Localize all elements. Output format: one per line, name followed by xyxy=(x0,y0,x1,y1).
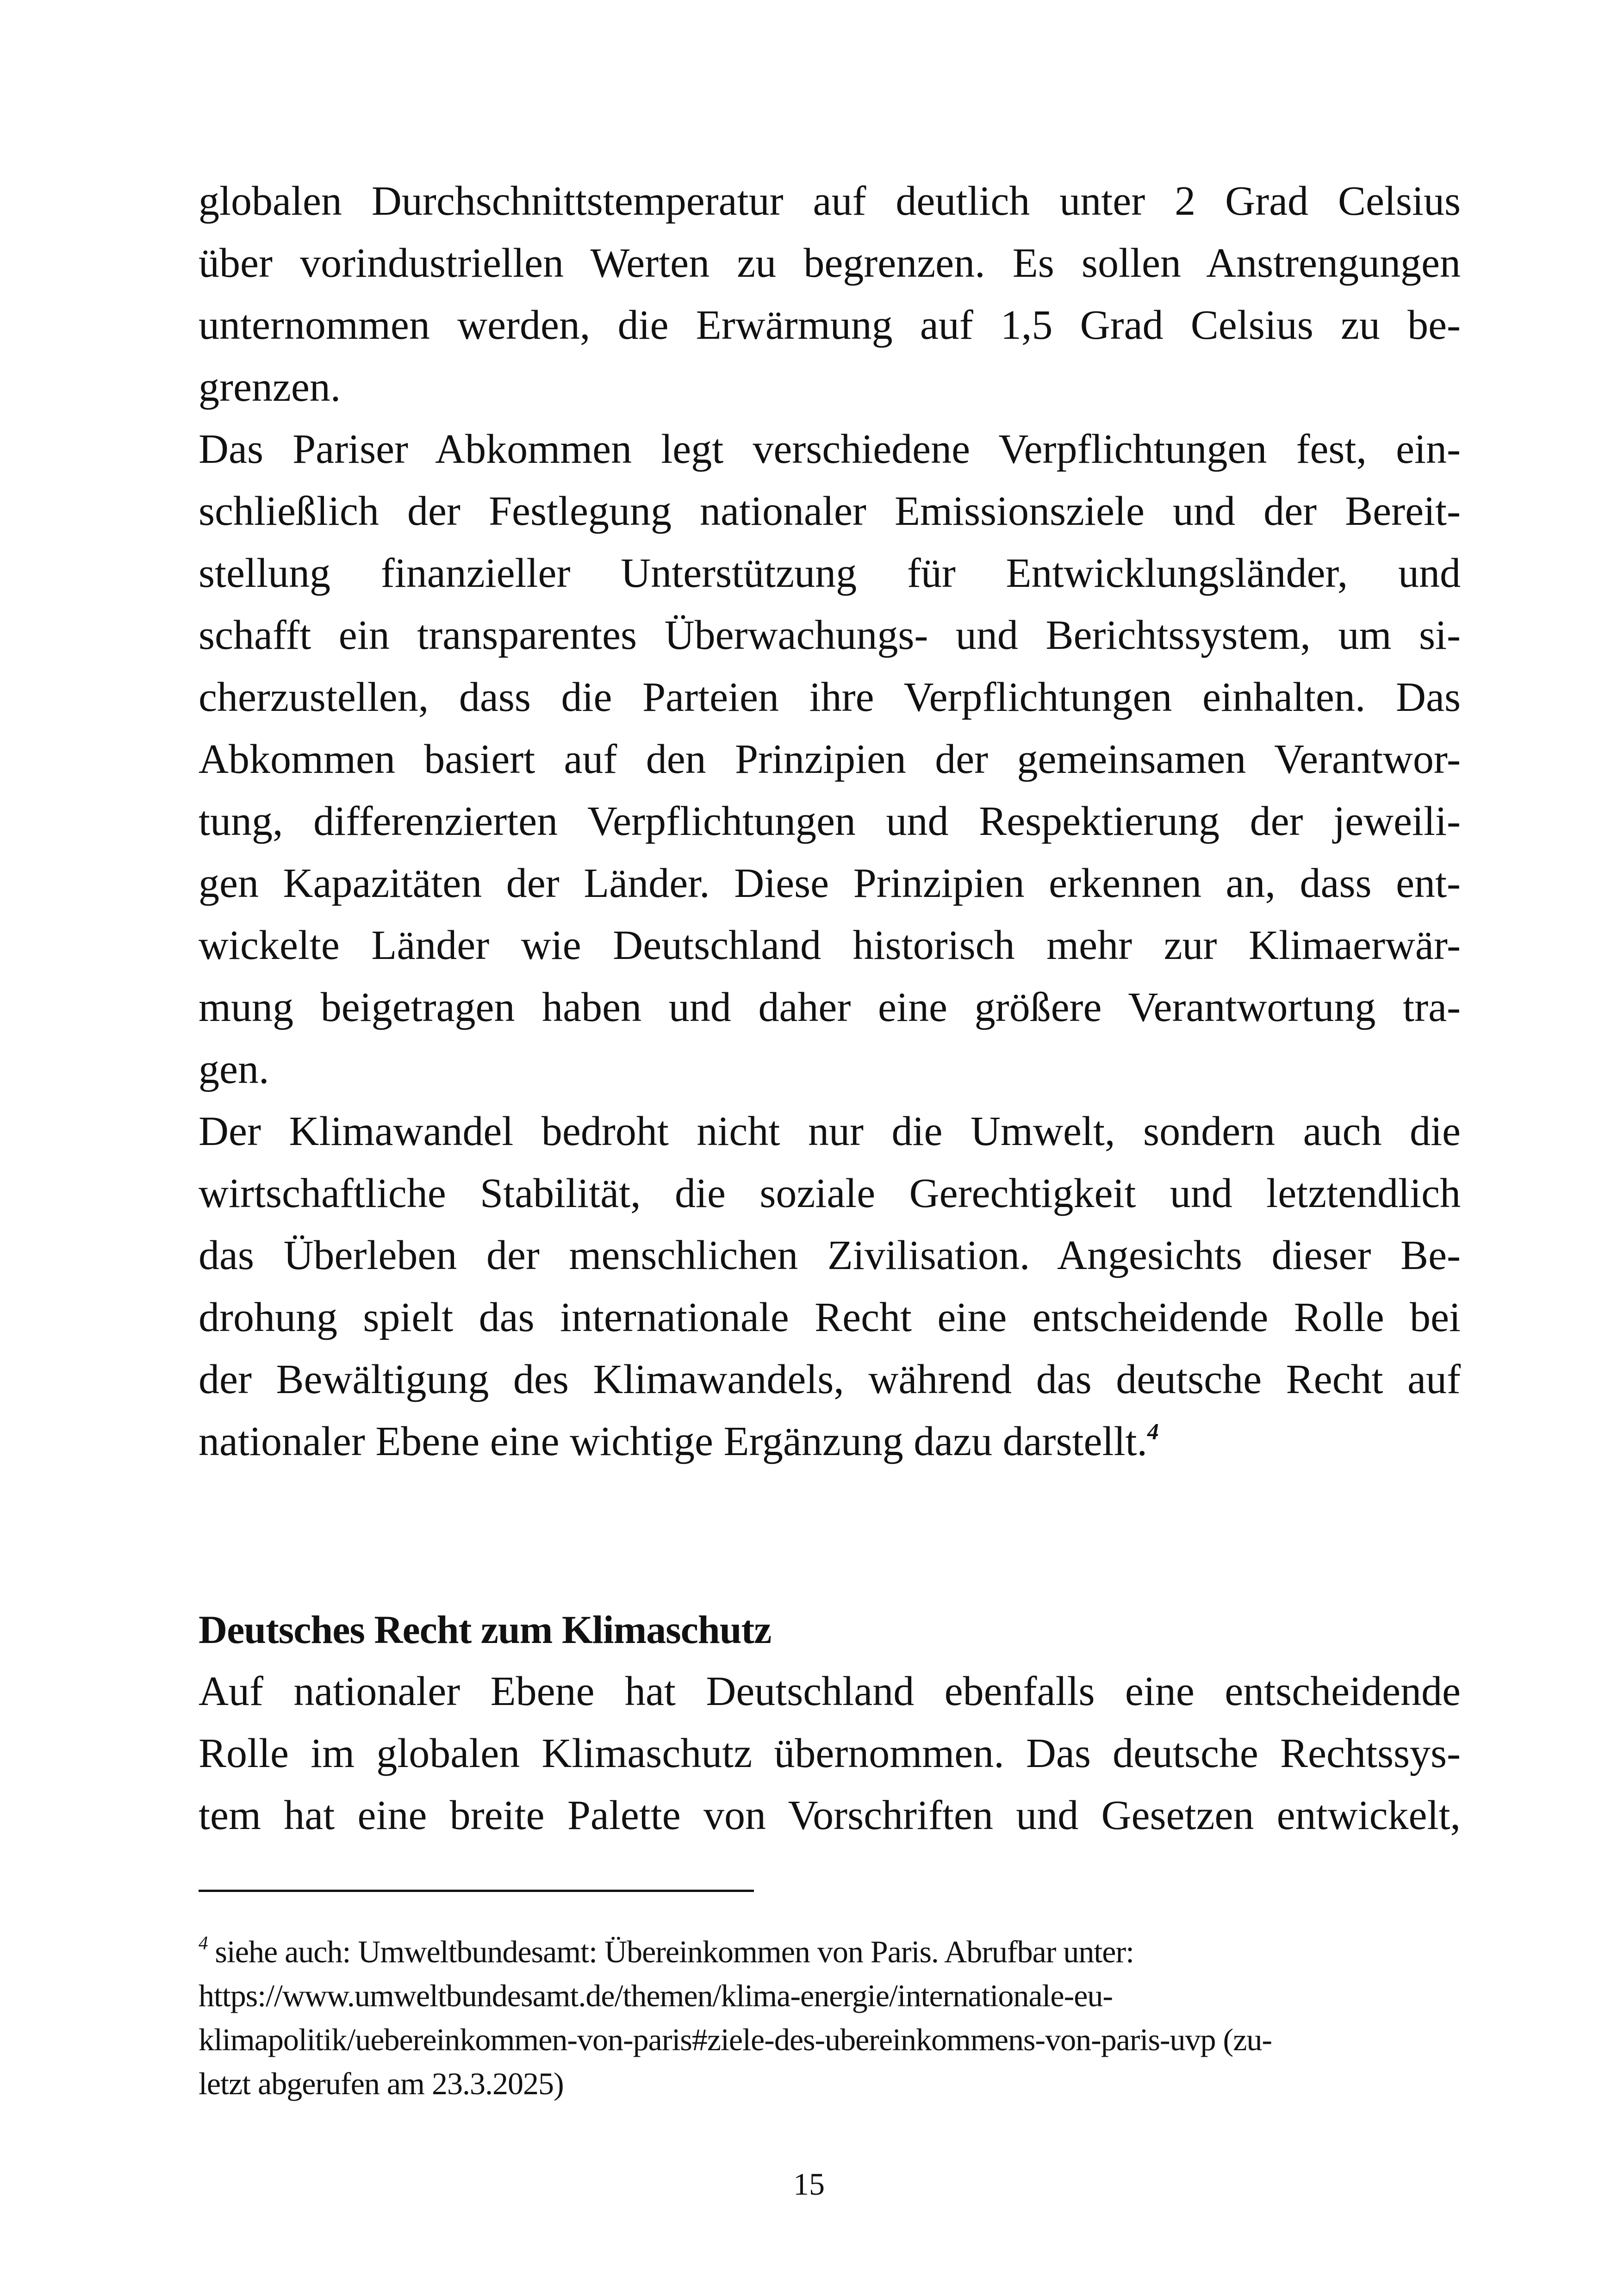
footnote xyxy=(199,1930,1461,2106)
text-line: stellung finanzieller Unterstützung für Entwicklungsländer, und xyxy=(199,550,1461,596)
text-line: schließlich der Festlegung nationaler Emissionsziele und der Bereit- xyxy=(199,488,1461,534)
text-line: tem hat eine breite Palette von Vorschriften und Gesetzen entwickelt, xyxy=(199,1792,1461,1838)
text-line-content: nationaler Ebene eine wichtige Ergänzung dazu darstellt. xyxy=(199,1419,1148,1464)
text-line: Der Klimawandel bedroht nicht nur die Umwelt, sondern auch die xyxy=(199,1108,1461,1154)
footnote-url-line[interactable]: klimapolitik/uebereinkommen-von-paris#ziele-des-ubereinkommens-von-paris-uvp (zu- xyxy=(199,2022,1272,2057)
text-line: unternommen werden, die Erwärmung auf 1,5 Grad Celsius zu be- xyxy=(199,302,1461,348)
footnote-reference[interactable]: 4 xyxy=(1147,1419,1159,1444)
text-line xyxy=(199,1411,1461,1473)
section-heading: Deutsches Recht zum Klimaschutz xyxy=(199,1607,772,1652)
footnote-line: letzt abgerufen am 23.3.2025) xyxy=(199,2066,564,2101)
text-line: Das Pariser Abkommen legt verschiedene Verpflichtungen fest, ein- xyxy=(199,426,1461,472)
body-text-continued xyxy=(199,1661,1461,1847)
text-line: gen Kapazitäten der Länder. Diese Prinzipien erkennen an, dass ent- xyxy=(199,860,1461,906)
text-line: über vorindustriellen Werten zu begrenzen. Es sollen Anstrengungen xyxy=(199,240,1461,286)
text-line: grenzen. xyxy=(199,364,341,410)
body-text xyxy=(199,170,1461,1473)
text-line: tung, differenzierten Verpflichtungen und Respektierung der jeweili- xyxy=(199,798,1461,844)
text-line: wirtschaftliche Stabilität, die soziale Gerechtigkeit und letztendlich xyxy=(199,1170,1461,1216)
text-line: Auf nationaler Ebene hat Deutschland ebenfalls eine entscheidende xyxy=(199,1668,1461,1714)
text-line: Abkommen basiert auf den Prinzipien der gemeinsamen Verantwor- xyxy=(199,736,1461,782)
text-line: cherzustellen, dass die Parteien ihre Verpflichtungen einhalten. Das xyxy=(199,674,1461,720)
text-line: gen. xyxy=(199,1046,269,1092)
footnote-line xyxy=(199,1930,1461,1974)
text-line: wickelte Länder wie Deutschland historisch mehr zur Klimaerwär- xyxy=(199,922,1461,968)
text-line: globalen Durchschnittstemperatur auf deutlich unter 2 Grad Celsius xyxy=(199,178,1461,224)
page-number: 15 xyxy=(793,2166,825,2202)
footnote-url-line[interactable]: https://www.umweltbundesamt.de/themen/klima-energie/internationale-eu- xyxy=(199,1978,1113,2013)
text-line: schafft ein transparentes Überwachungs- und Berichtssystem, um si- xyxy=(199,612,1461,658)
text-line: Rolle im globalen Klimaschutz übernommen. Das deutsche Rechtssys- xyxy=(199,1730,1461,1776)
footnote-separator xyxy=(199,1890,754,1892)
text-line: das Überleben der menschlichen Zivilisation. Angesichts dieser Be- xyxy=(199,1232,1461,1278)
footnote-text: siehe auch: Umweltbundesamt: Übereinkommen von Paris. Abrufbar unter: xyxy=(215,1934,1134,1969)
text-line: mung beigetragen haben und daher eine größere Verantwortung tra- xyxy=(199,984,1461,1030)
text-line: drohung spielt das internationale Recht eine entscheidende Rolle bei xyxy=(199,1294,1461,1340)
footnote-number: 4 xyxy=(199,1932,208,1954)
text-line: der Bewältigung des Klimawandels, während das deutsche Recht auf xyxy=(199,1356,1461,1402)
